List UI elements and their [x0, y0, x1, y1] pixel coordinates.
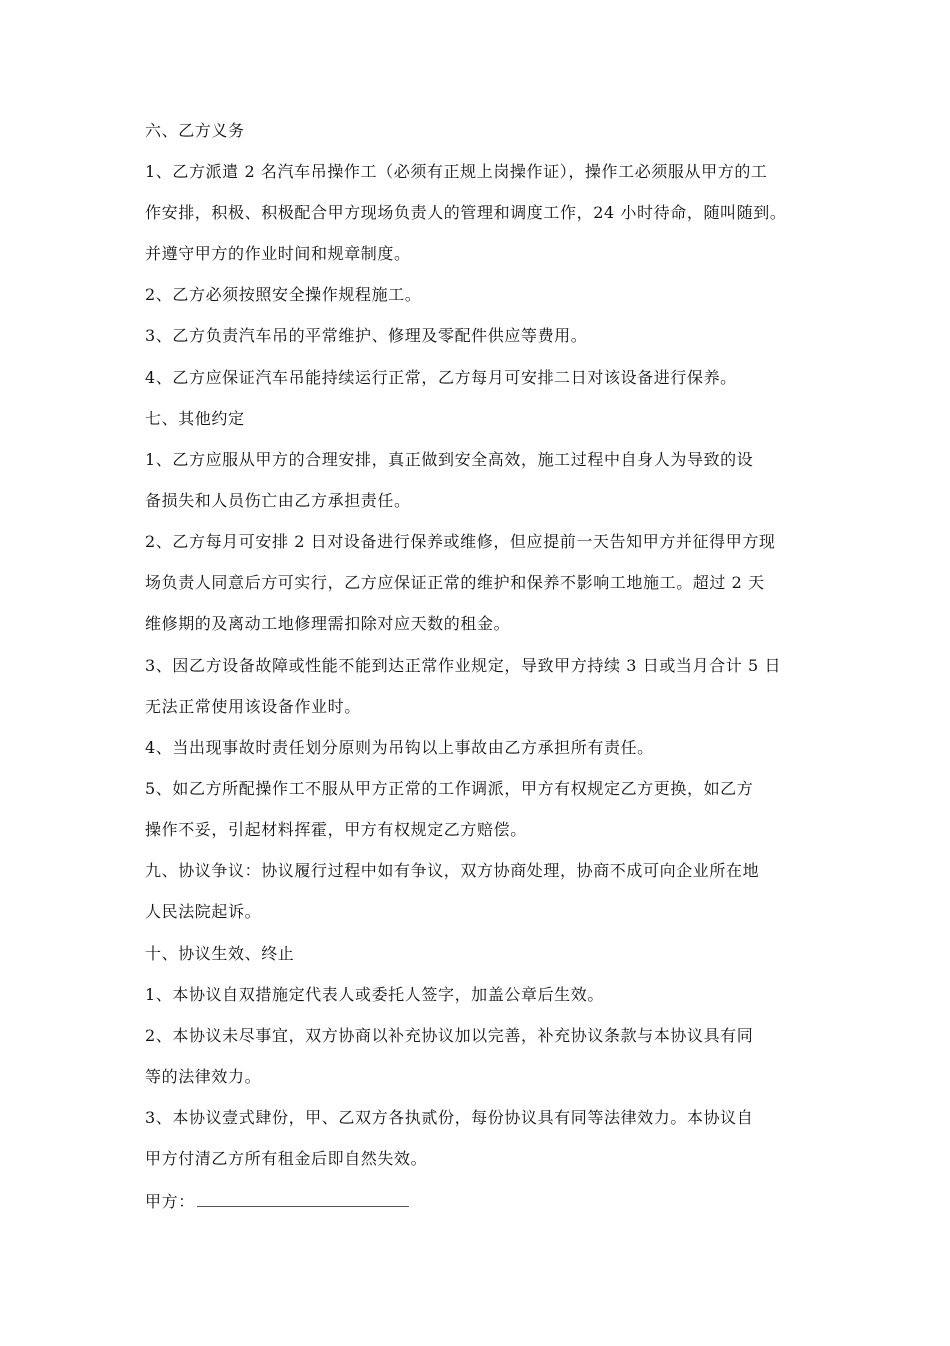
signature-label: 甲方： [145, 1192, 195, 1211]
section-heading-7: 七、其他约定 [145, 409, 245, 428]
paragraph-line: 4、乙方应保证汽车吊能持续运行正常，乙方每月可安排二日对该设备进行保养。 [145, 368, 737, 387]
paragraph-line: 并遵守甲方的作业时间和规章制度。 [145, 244, 411, 263]
paragraph-line: 备损失和人员伤亡由乙方承担责任。 [145, 491, 411, 510]
signature-row [145, 1190, 825, 1212]
section-heading-6: 六、乙方义务 [145, 121, 245, 140]
paragraph-line: 1、乙方派遣 2 名汽车吊操作工（必须有正规上岗操作证），操作工必须服从甲方的工 [145, 162, 768, 181]
paragraph-line: 维修期的及离动工地修理需扣除对应天数的租金。 [145, 614, 511, 633]
paragraph-line: 2、本协议未尽事宜，双方协商以补充协议加以完善，补充协议条款与本协议具有同 [145, 1026, 754, 1045]
paragraph-line: 甲方付清乙方所有租金后即自然失效。 [145, 1149, 428, 1168]
paragraph-line: 作安排，积极、积极配合甲方现场负责人的管理和调度工作，24 小时待命，随叫随到。 [145, 203, 787, 222]
paragraph-line: 操作不妥，引起材料挥霍，甲方有权规定乙方赔偿。 [145, 820, 527, 839]
paragraph-line: 1、本协议自双措施定代表人或委托人签字，加盖公章后生效。 [145, 985, 604, 1004]
paragraph-line: 等的法律效力。 [145, 1067, 262, 1086]
paragraph-line: 5、如乙方所配操作工不服从甲方正常的工作调派，甲方有权规定乙方更换，如乙方 [145, 779, 754, 798]
paragraph-line: 2、乙方每月可安排 2 日对设备进行保养或维修，但应提前一天告知甲方并征得甲方现 [145, 532, 776, 551]
paragraph-line: 1、乙方应服从甲方的合理安排，真正做到安全高效，施工过程中自身人为导致的设 [145, 450, 754, 469]
signature-blank-line[interactable] [197, 1190, 409, 1207]
paragraph-line: 无法正常使用该设备作业时。 [145, 697, 361, 716]
paragraph-line: 2、乙方必须按照安全操作规程施工。 [145, 285, 422, 304]
paragraph-line: 3、本协议壹式肆份，甲、乙双方各执贰份，每份协议具有同等法律效力。本协议自 [145, 1108, 754, 1127]
paragraph-line: 4、当出现事故时责任划分原则为吊钩以上事故由乙方承担所有责任。 [145, 738, 654, 757]
section-heading-10: 十、协议生效、终止 [145, 944, 295, 963]
paragraph-line: 场负责人同意后方可实行，乙方应保证正常的维护和保养不影响工地施工。超过 2 天 [145, 573, 765, 592]
section-heading-9: 九、协议争议：协议履行过程中如有争议，双方协商处理，协商不成可向企业所在地 [145, 861, 760, 880]
paragraph-line: 3、乙方负责汽车吊的平常维护、修理及零配件供应等费用。 [145, 326, 588, 345]
paragraph-line: 3、因乙方设备故障或性能不能到达正常作业规定，导致甲方持续 3 日或当月合计 5 日 [145, 656, 782, 675]
paragraph-line: 人民法院起诉。 [145, 902, 262, 921]
